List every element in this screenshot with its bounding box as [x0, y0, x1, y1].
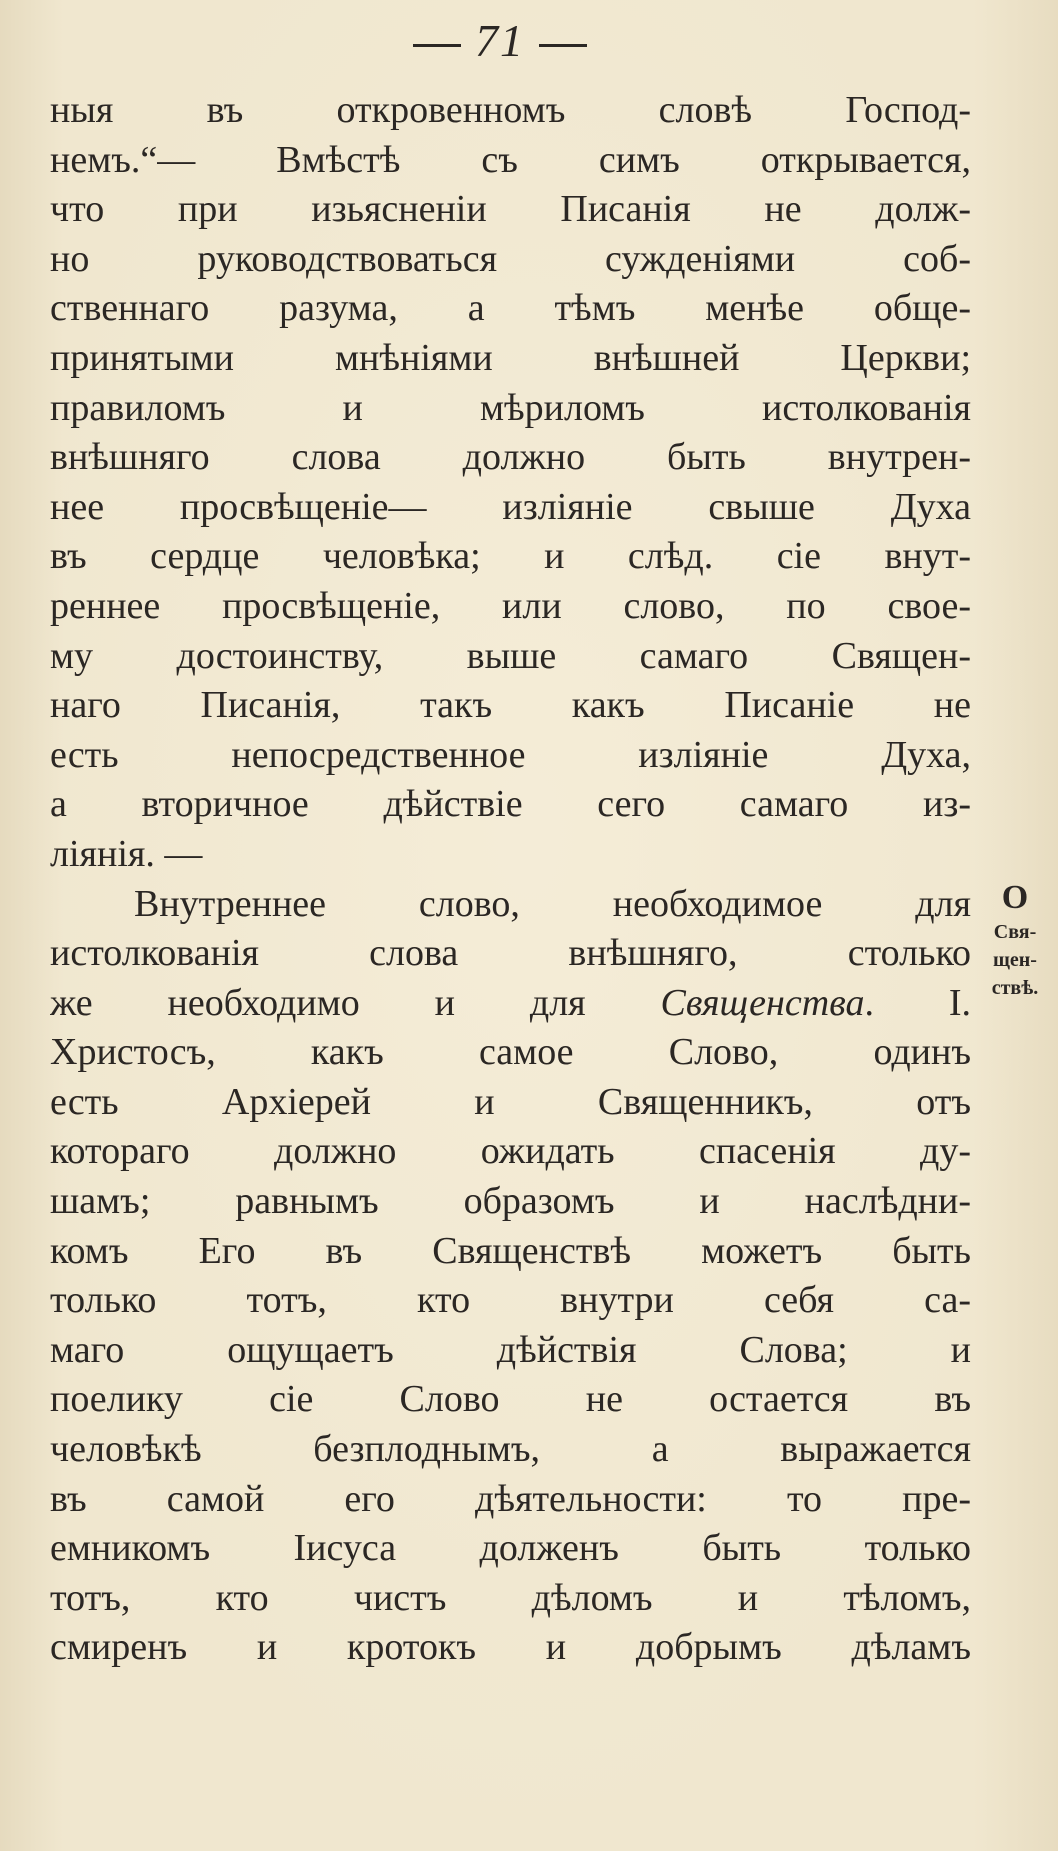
text-line: истолкованія слова внѣшняго, столько [50, 932, 971, 975]
text-line: что при изьясненіи Писанія не долж- [50, 188, 971, 231]
margin-note-line: Свя- [993, 921, 1037, 943]
text-line [50, 979, 971, 1029]
text-line: комъ Его въ Священствѣ можетъ быть [50, 1229, 971, 1272]
text-line: шамъ; равнымъ образомъ и наслѣдни- [50, 1180, 971, 1223]
text-line: Христосъ, какъ самое Слово, одинъ [50, 1031, 971, 1074]
margin-note-line: щен- [993, 949, 1037, 971]
text-line: ныя въ откровенномъ словѣ Господ- [50, 89, 971, 131]
margin-note-title: О [1001, 879, 1029, 916]
text-line: ственнаго разума, а тѣмъ менѣе обще- [50, 287, 971, 330]
text-line: тотъ, кто чистъ дѣломъ и тѣломъ, [50, 1576, 971, 1619]
text-line: нее просвѣщеніе— изліяніе свыше Духа [50, 485, 971, 528]
text-line: но руководствоваться сужденіями соб- [50, 237, 971, 280]
text-line: внѣшняго слова должно быть внутрен- [50, 436, 971, 479]
italic-term: Священства [660, 981, 865, 1024]
text-run: . І. [864, 981, 971, 1024]
text-line: немъ.“— Вмѣстѣ съ симъ открывается, [50, 138, 971, 181]
text-line: поелику сіе Слово не остается въ [50, 1378, 971, 1421]
text-line: есть Архіерей и Священникъ, отъ [50, 1080, 971, 1123]
left-rule [413, 44, 461, 47]
text-line-indented: Внутреннее слово, необходимое для [134, 882, 971, 925]
text-line: только тотъ, кто внутри себя са- [50, 1279, 971, 1322]
text-line: а вторичное дѣйствіе сего самаго из- [50, 783, 971, 826]
text-line: въ сердце человѣка; и слѣд. сіе внут- [50, 535, 971, 578]
margin-note-line: ствѣ. [991, 977, 1039, 999]
text-line: смиренъ и кротокъ и добрымъ дѣламъ [50, 1626, 971, 1669]
text-line: ліянія. — [50, 832, 203, 875]
margin-note [980, 878, 1050, 1002]
page-number-header [0, 14, 1000, 67]
text-line: правиломъ и мѣриломъ истолкованія [50, 386, 971, 429]
text-line: человѣкѣ безплоднымъ, а выражается [50, 1428, 971, 1471]
text-line: маго ощущаетъ дѣйствія Слова; и [50, 1328, 971, 1371]
text-line: реннее просвѣщеніе, или слово, по свое- [50, 584, 971, 627]
text-line: въ самой его дѣятельности: то пре- [50, 1477, 971, 1520]
text-line: есть непосредственное изліяніе Духа, [50, 733, 971, 776]
text-line: му достоинству, выше самаго Священ- [50, 634, 971, 677]
text-line: котораго должно ожидать спасенія ду- [50, 1130, 971, 1173]
text-run: же необходимо и для [50, 981, 661, 1024]
text-line: принятыми мнѣніями внѣшней Церкви; [50, 336, 971, 379]
right-rule [539, 44, 587, 47]
text-line: емникомъ Іисуса долженъ быть только [50, 1527, 971, 1570]
body-text [50, 86, 971, 1673]
text-line: наго Писанія, такъ какъ Писаніе не [50, 684, 971, 727]
page-number: 71 [475, 15, 525, 66]
